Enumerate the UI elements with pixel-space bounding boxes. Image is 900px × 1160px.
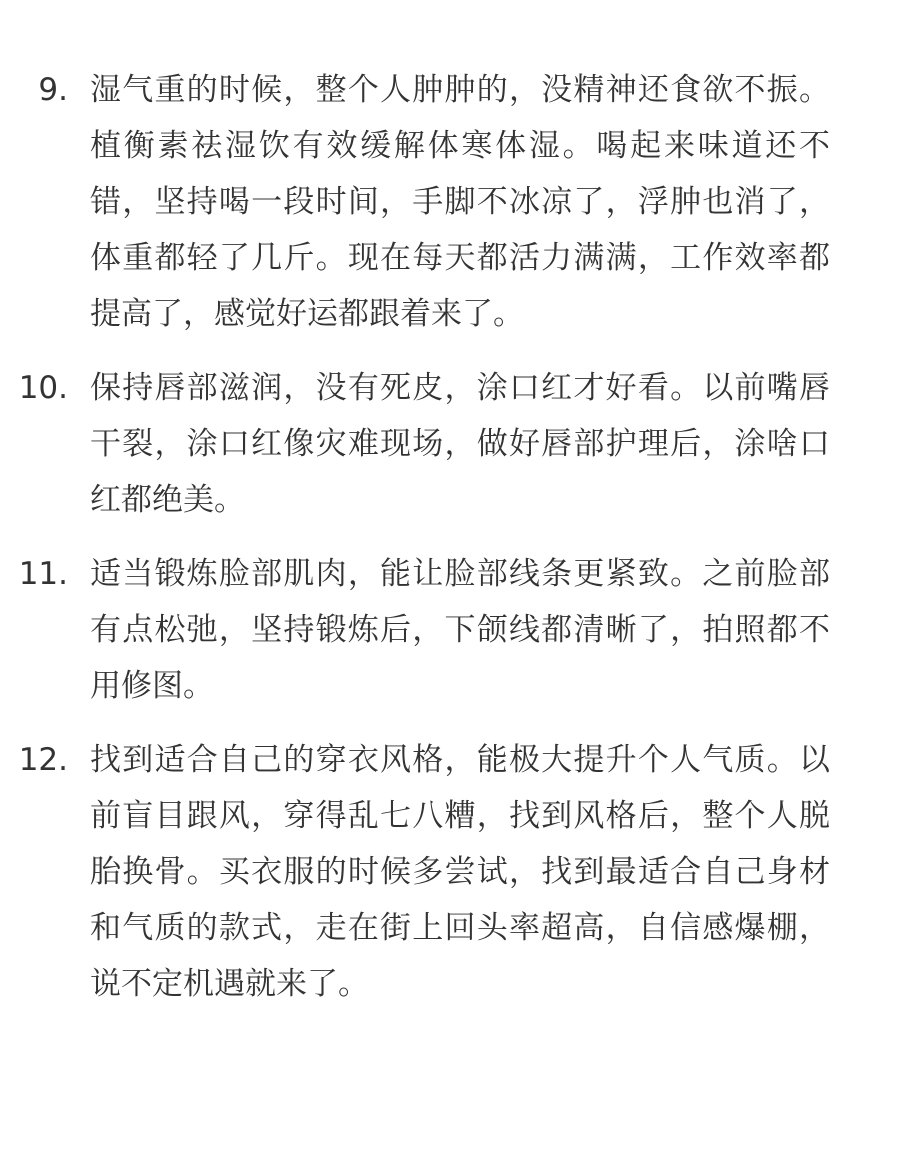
list-number: 9. bbox=[38, 72, 68, 108]
list-item-10 bbox=[0, 360, 900, 528]
list-item-text: 适当锻炼脸部肌肉，能让脸部线条更紧致。之前脸部有点松弛，坚持锻炼后，下颌线都清晰了，拍照都不用修图。 bbox=[90, 556, 830, 704]
list-item-text: 湿气重的时候，整个人肿肿的，没精神还食欲不振。植衡素祛湿饮有效缓解体寒体湿。喝起来味道还不错，坚持喝一段时间，手脚不冰凉了，浮肿也消了，体重都轻了几斤。现在每天都活力满满，工作效率都提高了，感觉好运都跟着来了。 bbox=[90, 72, 830, 332]
list-number: 11. bbox=[18, 556, 68, 592]
list-item-text: 保持唇部滋润，没有死皮，涂口红才好看。以前嘴唇干裂，涂口红像灾难现场，做好唇部护理后，涂啥口红都绝美。 bbox=[90, 370, 830, 518]
list-item-11 bbox=[0, 546, 900, 714]
list-item-12 bbox=[0, 732, 900, 1012]
list-item-9 bbox=[0, 62, 900, 342]
list-item-text: 找到适合自己的穿衣风格，能极大提升个人气质。以前盲目跟风，穿得乱七八糟，找到风格后，整个人脱胎换骨。买衣服的时候多尝试，找到最适合自己身材和气质的款式，走在街上回头率超高，自信感爆棚，说不定机遇就来了。 bbox=[90, 742, 830, 1002]
document-page bbox=[0, 62, 900, 1030]
list-number: 12. bbox=[18, 742, 68, 778]
list-number: 10. bbox=[18, 370, 68, 406]
